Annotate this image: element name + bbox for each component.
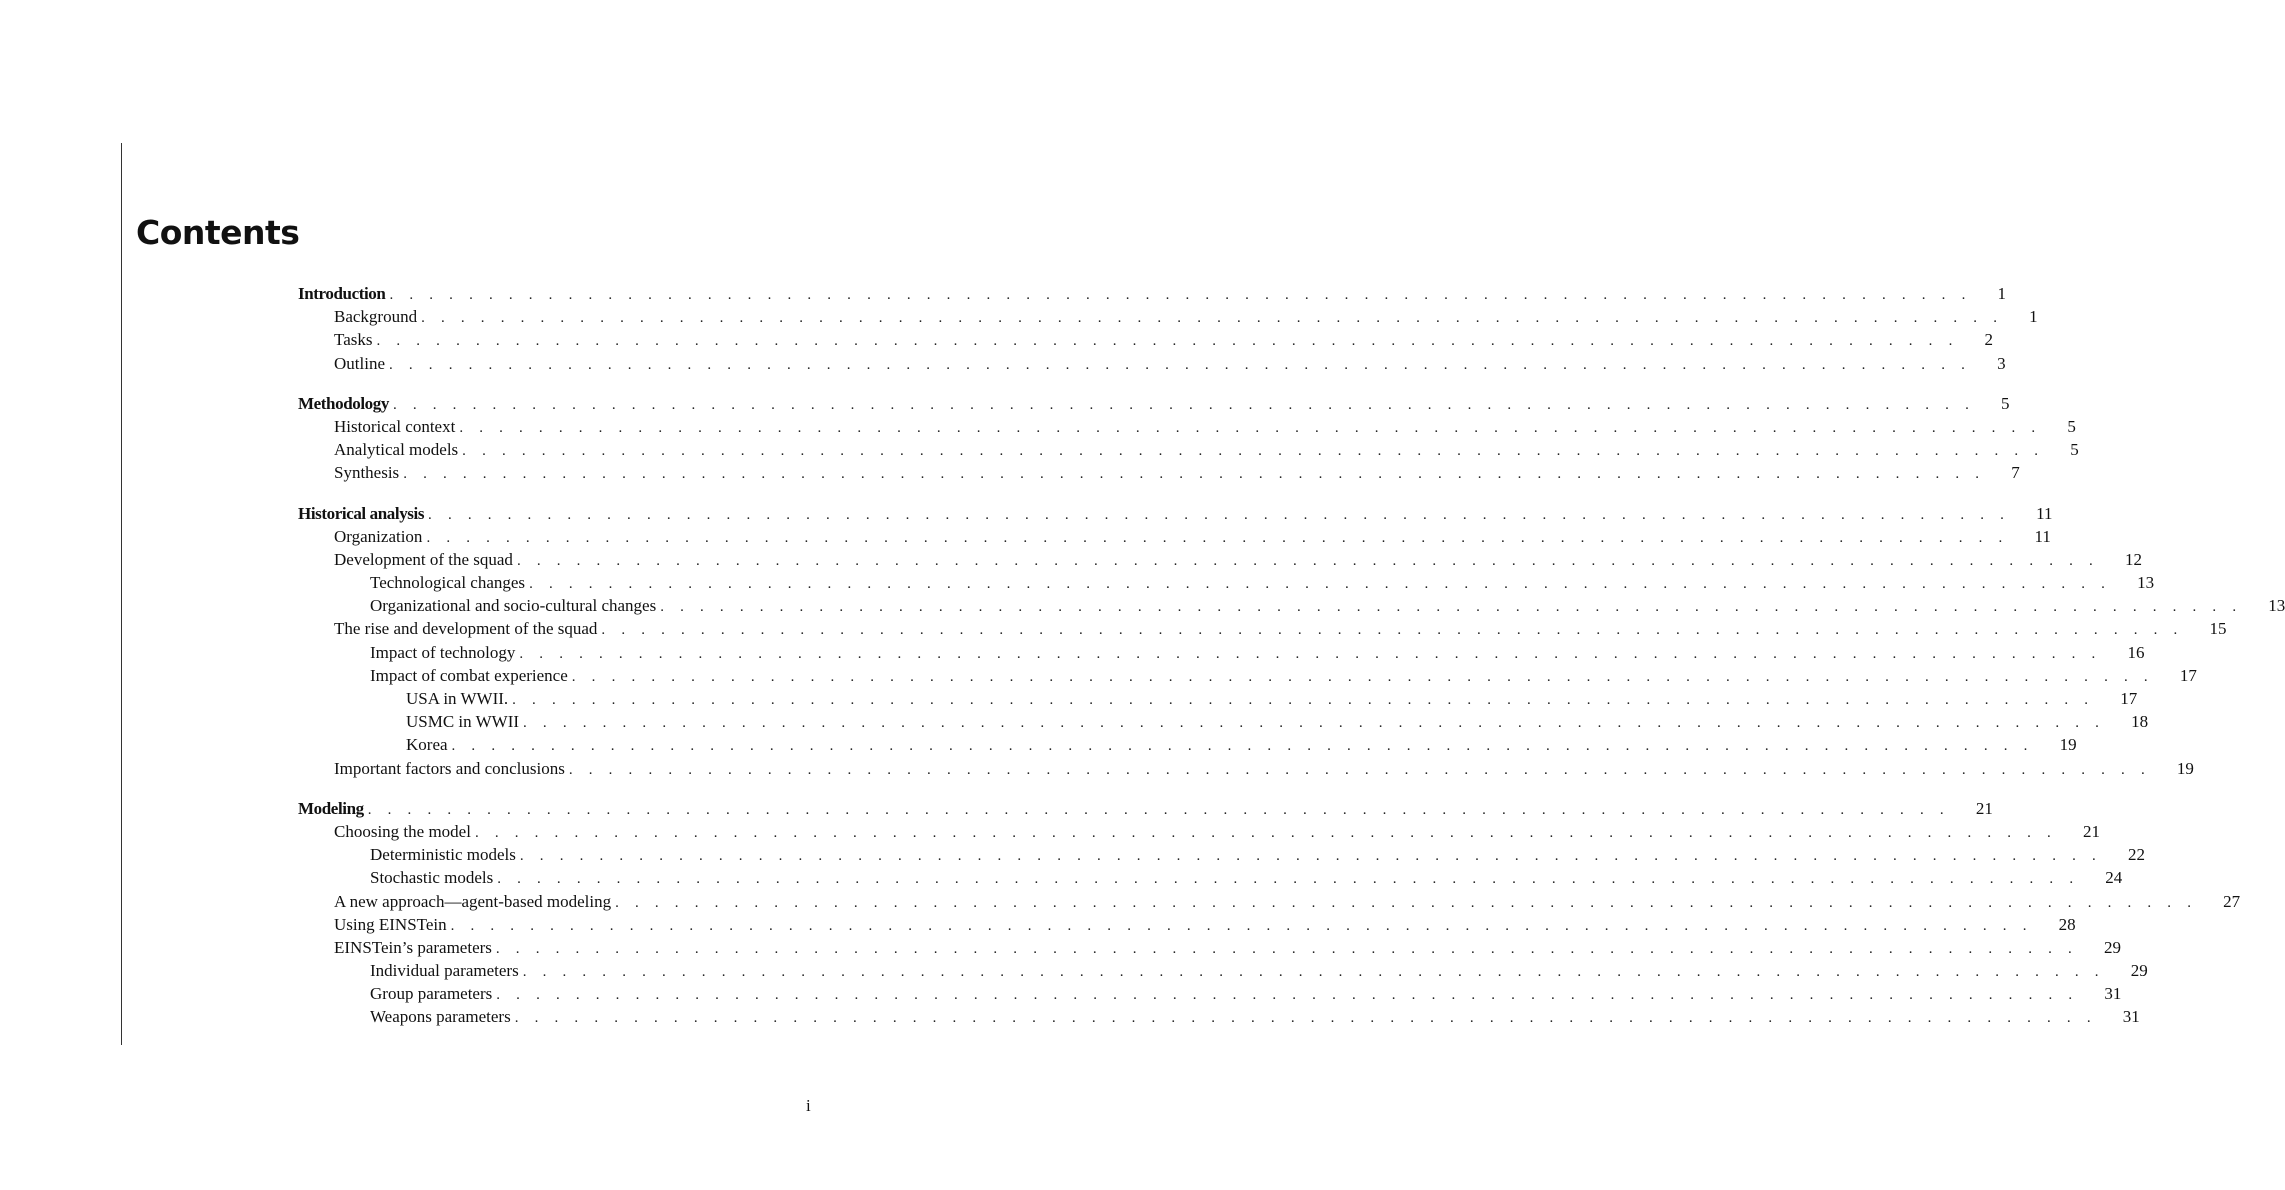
dot-leader: . . . . . . . . . . . . . . . . . . . . . . . . . . . . . . . . . . . . . . . . . . . . . . . . . . . . . . . . . . . . . . . . . . . . . . . . . . . . . . . . [522, 964, 2105, 981]
toc-entry-page: 7 [2011, 463, 2020, 483]
toc-section [298, 502, 2285, 780]
toc-entry-title: Impact of technology [370, 642, 516, 662]
toc-subentry[interactable] [298, 641, 2145, 664]
toc-subentry[interactable] [298, 710, 2149, 733]
toc-subentry[interactable] [298, 461, 2020, 484]
dot-leader: . . . . . . . . . . . . . . . . . . . . . . . . . . . . . . . . . . . . . . . . . . . . . . . . . . . . . . . . . . . . . . . . . . . . . . . . . . . . . . . . [392, 396, 1976, 413]
dot-leader: . . . . . . . . . . . . . . . . . . . . . . . . . . . . . . . . . . . . . . . . . . . . . . . . . . . . . . . . . . . . . . . . . . . . . . . . . . . . . . . . [523, 715, 2106, 732]
toc-entry-page: 31 [2104, 984, 2122, 1004]
toc-entry-page: 11 [2036, 503, 2053, 523]
dot-leader: . . . . . . . . . . . . . . . . . . . . . . . . . . . . . . . . . . . . . . . . . . . . . . . . . . . . . . . . . . . . . . . . . . . . . . . . . . . . . . . . [601, 622, 2184, 639]
toc-entry-title: Modeling [298, 798, 364, 818]
dot-leader: . . . . . . . . . . . . . . . . . . . . . . . . . . . . . . . . . . . . . . . . . . . . . . . . . . . . . . . . . . . . . . . . . . . . . . . . . . . . . . . . [389, 287, 1972, 303]
toc-entry-page: 1 [1997, 284, 2007, 303]
toc-entry-title: Organizational and socio-cultural changes [370, 596, 657, 616]
dot-leader: . . . . . . . . . . . . . . . . . . . . . . . . . . . . . . . . . . . . . . . . . . . . . . . . . . . . . . . . . . . . . . . . . . . . . . . . . . . . . . . . [512, 692, 2095, 708]
toc-entry-page: 13 [2137, 573, 2155, 593]
dot-leader: . . . . . . . . . . . . . . . . . . . . . . . . . . . . . . . . . . . . . . . . . . . . . . . . . . . . . . . . . . . . . . . . . . . . . . . . . . . . . . . . [615, 894, 2198, 911]
dot-leader: . . . . . . . . . . . . . . . . . . . . . . . . . . . . . . . . . . . . . . . . . . . . . . . . . . . . . . . . . . . . . . . . . . . . . . . . . . . . . . . . [376, 333, 1959, 350]
toc-chapter-entry[interactable] [298, 392, 2010, 415]
toc-entry-title: Korea [406, 735, 448, 755]
toc-entry-page: 27 [2223, 891, 2241, 911]
toc-entry-title: Historical analysis [298, 503, 425, 523]
dot-leader: . . . . . . . . . . . . . . . . . . . . . . . . . . . . . . . . . . . . . . . . . . . . . . . . . . . . . . . . . . . . . . . . . . . . . . . . . . . . . . . . [459, 419, 2042, 436]
toc-subentry[interactable] [298, 757, 2194, 780]
toc-section [298, 797, 2241, 1029]
toc-entry-title: USMC in WWII [406, 712, 520, 732]
toc-chapter-entry[interactable] [298, 797, 1993, 820]
dot-leader: . . . . . . . . . . . . . . . . . . . . . . . . . . . . . . . . . . . . . . . . . . . . . . . . . . . . . . . . . . . . . . . . . . . . . . . . . . . . . . . . [426, 529, 2009, 546]
dot-leader: . . . . . . . . . . . . . . . . . . . . . . . . . . . . . . . . . . . . . . . . . . . . . . . . . . . . . . . . . . . . . . . . . . . . . . . . . . . . . . . . [389, 356, 1972, 373]
toc-entry-title: Outline [334, 353, 385, 373]
page-title: Contents [136, 213, 300, 252]
dot-leader: . . . . . . . . . . . . . . . . . . . . . . . . . . . . . . . . . . . . . . . . . . . . . . . . . . . . . . . . . . . . . . . . . . . . . . . . . . . . . . . . [514, 1010, 2097, 1027]
toc-subentry[interactable] [298, 664, 2197, 687]
toc-entry-page: 31 [2122, 1007, 2140, 1027]
toc-subentry[interactable] [298, 687, 2138, 710]
toc-chapter-entry[interactable] [298, 282, 2007, 305]
toc-subentry[interactable] [298, 959, 2148, 982]
toc-entry-page: 24 [2105, 868, 2123, 888]
dot-leader: . . . . . . . . . . . . . . . . . . . . . . . . . . . . . . . . . . . . . . . . . . . . . . . . . . . . . . . . . . . . . . . . . . . . . . . . . . . . . . . . [462, 443, 2045, 460]
page-number: i [806, 1096, 811, 1115]
dot-leader: . . . . . . . . . . . . . . . . . . . . . . . . . . . . . . . . . . . . . . . . . . . . . . . . . . . . . . . . . . . . . . . . . . . . . . . . . . . . . . . . [496, 987, 2079, 1004]
toc-subentry[interactable] [298, 352, 2006, 375]
toc-entry-page: 13 [2268, 596, 2285, 616]
toc-subentry[interactable] [298, 594, 2285, 617]
toc-subentry[interactable] [298, 415, 2076, 438]
toc-subentry[interactable] [298, 328, 1994, 351]
toc-subentry[interactable] [298, 890, 2241, 913]
toc-entry-page: 19 [2059, 735, 2077, 755]
dot-leader: . . . . . . . . . . . . . . . . . . . . . . . . . . . . . . . . . . . . . . . . . . . . . . . . . . . . . . . . . . . . . . . . . . . . . . . . . . . . . . . . [519, 848, 2102, 865]
dot-leader: . . . . . . . . . . . . . . . . . . . . . . . . . . . . . . . . . . . . . . . . . . . . . . . . . . . . . . . . . . . . . . . . . . . . . . . . . . . . . . . . [497, 871, 2080, 888]
dot-leader: . . . . . . . . . . . . . . . . . . . . . . . . . . . . . . . . . . . . . . . . . . . . . . . . . . . . . . . . . . . . . . . . . . . . . . . . . . . . . . . . [450, 917, 2033, 934]
toc-entry-title: USA in WWII. [406, 689, 509, 708]
toc-subentry[interactable] [298, 438, 2079, 461]
table-of-contents [298, 282, 2285, 1046]
toc-entry-page: 21 [1975, 798, 1993, 818]
toc-entry-title: Development of the squad [334, 549, 513, 569]
toc-entry-title: Organization [334, 526, 423, 546]
toc-entry-page: 22 [2127, 845, 2145, 865]
toc-entry-title: Background [334, 307, 418, 327]
toc-section [298, 392, 2079, 485]
toc-entry-title: Choosing the model [334, 821, 471, 841]
toc-entry-title: Historical context [334, 416, 456, 436]
dot-leader: . . . . . . . . . . . . . . . . . . . . . . . . . . . . . . . . . . . . . . . . . . . . . . . . . . . . . . . . . . . . . . . . . . . . . . . . . . . . . . . . [474, 824, 2058, 841]
toc-subentry[interactable] [298, 820, 2101, 843]
toc-entry-page: 17 [2120, 689, 2138, 708]
toc-entry-page: 16 [2127, 642, 2145, 662]
toc-entry-page: 5 [2001, 393, 2010, 413]
dot-leader: . . . . . . . . . . . . . . . . . . . . . . . . . . . . . . . . . . . . . . . . . . . . . . . . . . . . . . . . . . . . . . . . . . . . . . . . . . . . . . . . [568, 761, 2151, 778]
toc-entry-title: Using EINSTein [334, 914, 447, 934]
toc-section [298, 282, 2038, 375]
toc-subentry[interactable] [298, 866, 2123, 889]
toc-subentry[interactable] [298, 548, 2142, 571]
toc-entry-title: Stochastic models [370, 868, 494, 888]
toc-entry-title: Introduction [298, 284, 386, 303]
dot-leader: . . . . . . . . . . . . . . . . . . . . . . . . . . . . . . . . . . . . . . . . . . . . . . . . . . . . . . . . . . . . . . . . . . . . . . . . . . . . . . . . [421, 310, 2004, 327]
toc-entry-title: Analytical models [334, 440, 459, 460]
toc-entry-page: 3 [1997, 353, 2006, 373]
dot-leader: . . . . . . . . . . . . . . . . . . . . . . . . . . . . . . . . . . . . . . . . . . . . . . . . . . . . . . . . . . . . . . . . . . . . . . . . . . . . . . . . [428, 506, 2011, 523]
toc-entry-title: Tasks [334, 330, 373, 350]
toc-entry-page: 5 [2067, 416, 2076, 436]
toc-subentry[interactable] [298, 982, 2122, 1005]
toc-entry-page: 29 [2103, 937, 2121, 957]
dot-leader: . . . . . . . . . . . . . . . . . . . . . . . . . . . . . . . . . . . . . . . . . . . . . . . . . . . . . . . . . . . . . . . . . . . . . . . . . . . . . . . . [516, 552, 2099, 569]
toc-chapter-entry[interactable] [298, 502, 2053, 525]
margin-rule [121, 143, 122, 1045]
toc-entry-page: 18 [2131, 712, 2149, 732]
toc-entry-title: Impact of combat experience [370, 665, 568, 685]
toc-entry-page: 29 [2130, 961, 2148, 981]
toc-entry-page: 12 [2125, 549, 2142, 569]
toc-entry-title: Technological changes [370, 573, 526, 593]
toc-subentry[interactable] [298, 843, 2145, 866]
dot-leader: . . . . . . . . . . . . . . . . . . . . . . . . . . . . . . . . . . . . . . . . . . . . . . . . . . . . . . . . . . . . . . . . . . . . . . . . . . . . . . . . [660, 599, 2243, 616]
toc-entry-title: A new approach—agent-based modeling [334, 891, 612, 911]
toc-entry-title: Deterministic models [370, 845, 516, 865]
toc-subentry[interactable] [298, 936, 2121, 959]
dot-leader: . . . . . . . . . . . . . . . . . . . . . . . . . . . . . . . . . . . . . . . . . . . . . . . . . . . . . . . . . . . . . . . . . . . . . . . . . . . . . . . . [519, 645, 2102, 662]
toc-entry-page: 2 [1984, 330, 1994, 350]
toc-entry-title: Individual parameters [370, 961, 519, 981]
toc-entry-page: 21 [2083, 821, 2101, 841]
toc-entry-page: 11 [2034, 526, 2051, 546]
toc-entry-page: 1 [2029, 307, 2038, 327]
dot-leader: . . . . . . . . . . . . . . . . . . . . . . . . . . . . . . . . . . . . . . . . . . . . . . . . . . . . . . . . . . . . . . . . . . . . . . . . . . . . . . . . [529, 576, 2112, 593]
dot-leader: . . . . . . . . . . . . . . . . . . . . . . . . . . . . . . . . . . . . . . . . . . . . . . . . . . . . . . . . . . . . . . . . . . . . . . . . . . . . . . . . [495, 940, 2078, 957]
toc-entry-title: Methodology [298, 393, 389, 413]
toc-entry-page: 28 [2058, 914, 2076, 934]
toc-subentry[interactable] [298, 525, 2051, 548]
dot-leader: . . . . . . . . . . . . . . . . . . . . . . . . . . . . . . . . . . . . . . . . . . . . . . . . . . . . . . . . . . . . . . . . . . . . . . . . . . . . . . . . [403, 466, 1986, 483]
toc-subentry[interactable] [298, 733, 2077, 756]
dot-leader: . . . . . . . . . . . . . . . . . . . . . . . . . . . . . . . . . . . . . . . . . . . . . . . . . . . . . . . . . . . . . . . . . . . . . . . . . . . . . . . . [367, 801, 1950, 818]
dot-leader: . . . . . . . . . . . . . . . . . . . . . . . . . . . . . . . . . . . . . . . . . . . . . . . . . . . . . . . . . . . . . . . . . . . . . . . . . . . . . . . . [451, 738, 2034, 755]
toc-entry-title: Synthesis [334, 463, 400, 483]
toc-entry-title: The rise and development of the squad [334, 619, 598, 639]
toc-subentry[interactable] [298, 571, 2155, 594]
toc-entry-page: 19 [2176, 758, 2194, 778]
toc-subentry[interactable] [298, 913, 2076, 936]
toc-entry-page: 5 [2070, 440, 2079, 460]
toc-subentry[interactable] [298, 305, 2038, 328]
toc-entry-title: Important factors and conclusions [334, 758, 565, 778]
toc-entry-title: EINSTein’s parameters [334, 937, 492, 957]
toc-subentry[interactable] [298, 1005, 2140, 1028]
toc-entry-page: 15 [2209, 619, 2227, 639]
dot-leader: . . . . . . . . . . . . . . . . . . . . . . . . . . . . . . . . . . . . . . . . . . . . . . . . . . . . . . . . . . . . . . . . . . . . . . . . . . . . . . . . [571, 668, 2154, 685]
toc-entry-page: 17 [2179, 665, 2197, 685]
toc-entry-title: Group parameters [370, 984, 493, 1004]
toc-subentry[interactable] [298, 617, 2227, 640]
toc-entry-title: Weapons parameters [370, 1007, 511, 1027]
